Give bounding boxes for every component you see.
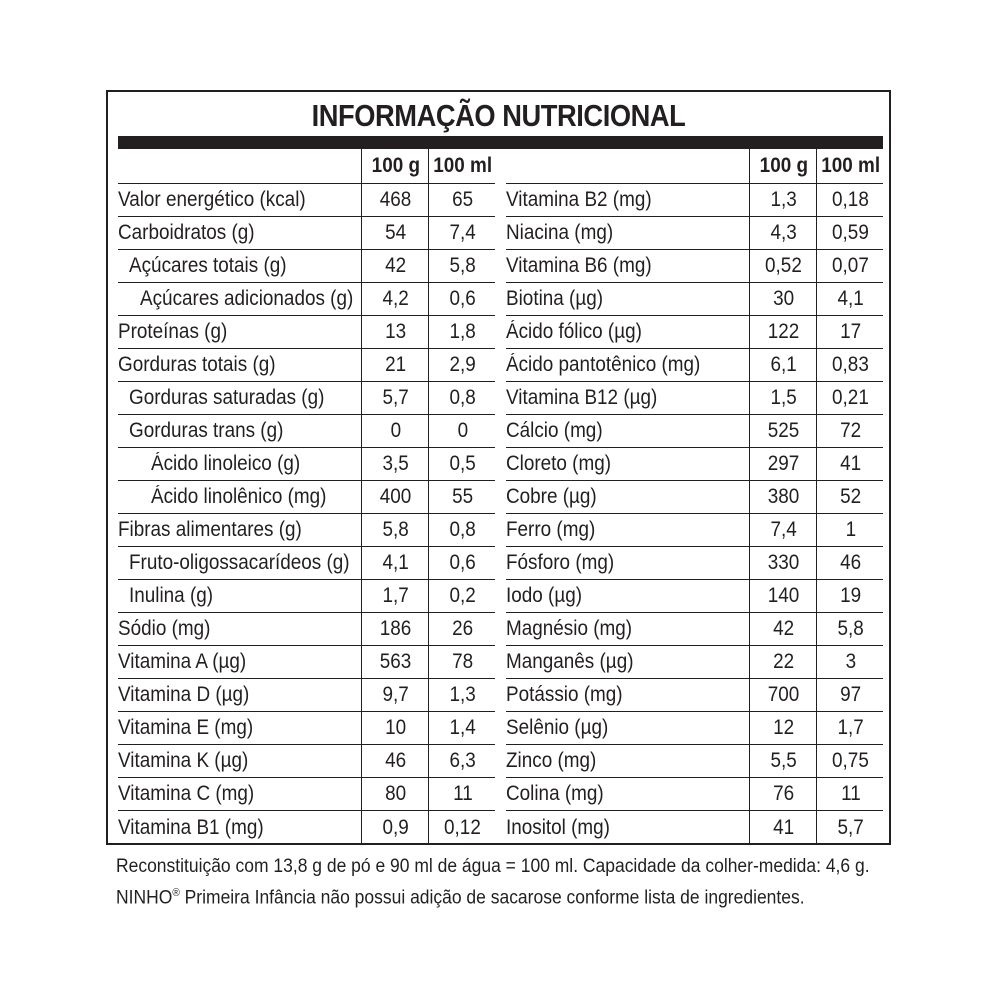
value-per-100g: 6,1 [749, 349, 817, 381]
value-per-100g: 1,7 [361, 580, 429, 612]
nutrient-label: Vitamina C (mg) [118, 782, 255, 805]
value-per-100ml: 1,3 [428, 679, 496, 711]
value-per-100g: 13 [361, 316, 429, 348]
value-per-100ml: 26 [428, 613, 496, 645]
table-row [506, 481, 883, 514]
value-per-100g: 400 [361, 481, 429, 513]
nutrient-label: Vitamina D (µg) [118, 683, 250, 706]
nutrient-label: Vitamina B1 (mg) [118, 815, 264, 839]
table-row [118, 580, 495, 613]
value-per-100g: 7,4 [749, 514, 817, 546]
table-row [506, 217, 883, 250]
value-per-100ml: 11 [816, 778, 884, 810]
value-per-100ml: 11 [428, 778, 496, 810]
table-row [118, 646, 495, 679]
nutrient-label: Fósforo (mg) [506, 551, 615, 574]
header-per-100ml: 100 ml [428, 149, 496, 183]
table-row [118, 316, 495, 349]
value-per-100g: 80 [361, 778, 429, 810]
nutrient-label: Fruto-oligossacarídeos (g) [129, 551, 350, 574]
table-row [118, 217, 495, 250]
value-per-100g: 1,5 [749, 382, 817, 414]
value-per-100g: 21 [361, 349, 429, 381]
value-per-100ml: 0,8 [428, 382, 496, 414]
nutrient-label: Gorduras totais (g) [118, 353, 276, 376]
table-row [118, 349, 495, 382]
table-row [506, 316, 883, 349]
nutrient-label: Ferro (mg) [506, 518, 596, 541]
nutrient-label: Açúcares adicionados (g) [140, 287, 354, 310]
title-divider-bar [118, 136, 883, 149]
table-row [118, 415, 495, 448]
table-header-row [118, 149, 495, 184]
value-per-100ml: 0,21 [816, 382, 884, 414]
value-per-100ml: 0,6 [428, 283, 496, 315]
value-per-100ml: 0,75 [816, 745, 884, 777]
value-per-100ml: 0,6 [428, 547, 496, 579]
value-per-100g: 41 [749, 811, 817, 844]
table-row [118, 481, 495, 514]
value-per-100ml: 5,7 [816, 811, 884, 844]
brand-name: NINHO [116, 887, 173, 909]
registered-mark: ® [172, 887, 180, 899]
value-per-100g: 4,1 [361, 547, 429, 579]
table-row [118, 514, 495, 547]
nutrient-label: Cobre (µg) [506, 485, 597, 508]
table-row [506, 349, 883, 382]
nutrient-label: Vitamina E (mg) [118, 716, 254, 739]
value-per-100g: 1,3 [749, 184, 817, 216]
nutrient-label: Iodo (µg) [506, 584, 583, 607]
table-row [506, 679, 883, 712]
value-per-100ml: 97 [816, 679, 884, 711]
table-row [506, 580, 883, 613]
nutrient-label: Selênio (µg) [506, 716, 609, 739]
value-per-100g: 10 [361, 712, 429, 744]
table-row [506, 811, 883, 844]
value-per-100g: 0 [361, 415, 429, 447]
value-per-100g: 0,52 [749, 250, 817, 282]
value-per-100ml: 4,1 [816, 283, 884, 315]
value-per-100g: 5,8 [361, 514, 429, 546]
value-per-100ml: 1 [816, 514, 884, 546]
table-row [118, 448, 495, 481]
nutrient-label: Ácido linoleico (g) [151, 452, 301, 475]
value-per-100ml: 0,2 [428, 580, 496, 612]
nutrient-label: Fibras alimentares (g) [118, 518, 302, 541]
value-per-100ml: 0,12 [428, 811, 496, 844]
value-per-100g: 380 [749, 481, 817, 513]
value-per-100ml: 5,8 [816, 613, 884, 645]
value-per-100ml: 6,3 [428, 745, 496, 777]
value-per-100g: 4,3 [749, 217, 817, 249]
nutrient-label: Ácido pantotênico (mg) [506, 353, 701, 376]
value-per-100ml: 17 [816, 316, 884, 348]
nutrient-label: Proteínas (g) [118, 320, 228, 343]
value-per-100g: 22 [749, 646, 817, 678]
table-row [506, 250, 883, 283]
value-per-100ml: 2,9 [428, 349, 496, 381]
value-per-100g: 525 [749, 415, 817, 447]
value-per-100g: 0,9 [361, 811, 429, 844]
nutrient-label: Vitamina K (µg) [118, 749, 249, 772]
table-row [118, 184, 495, 217]
table-row [118, 283, 495, 316]
table-row [506, 613, 883, 646]
table-row [506, 778, 883, 811]
value-per-100ml: 0 [428, 415, 496, 447]
panel-title: INFORMAÇÃO NUTRICIONAL [311, 98, 686, 133]
value-per-100ml: 78 [428, 646, 496, 678]
nutrient-label: Gorduras trans (g) [129, 419, 284, 442]
value-per-100g: 46 [361, 745, 429, 777]
value-per-100ml: 7,4 [428, 217, 496, 249]
table-row [118, 745, 495, 778]
value-per-100ml: 72 [816, 415, 884, 447]
value-per-100g: 9,7 [361, 679, 429, 711]
value-per-100g: 5,5 [749, 745, 817, 777]
table-row [118, 679, 495, 712]
table-row [118, 778, 495, 811]
value-per-100ml: 0,8 [428, 514, 496, 546]
value-per-100g: 330 [749, 547, 817, 579]
value-per-100g: 700 [749, 679, 817, 711]
nutrient-label: Cálcio (mg) [506, 419, 603, 442]
value-per-100g: 54 [361, 217, 429, 249]
nutrient-label: Vitamina B6 (mg) [506, 254, 652, 277]
value-per-100ml: 0,18 [816, 184, 884, 216]
value-per-100g: 4,2 [361, 283, 429, 315]
value-per-100g: 3,5 [361, 448, 429, 480]
nutrient-label: Niacina (mg) [506, 221, 614, 244]
table-row [506, 448, 883, 481]
nutrient-label: Colina (mg) [506, 782, 604, 805]
table-header-row [506, 149, 883, 184]
value-per-100ml: 41 [816, 448, 884, 480]
value-per-100g: 122 [749, 316, 817, 348]
nutrient-label: Inositol (mg) [506, 815, 610, 839]
header-empty-cell [118, 149, 361, 183]
value-per-100g: 140 [749, 580, 817, 612]
value-per-100ml: 65 [428, 184, 496, 216]
nutrient-label: Carboidratos (g) [118, 221, 255, 244]
nutrient-label: Valor energético (kcal) [118, 188, 306, 211]
nutrient-label: Ácido fólico (µg) [506, 320, 642, 343]
header-per-100g: 100 g [361, 149, 429, 183]
table-row [118, 250, 495, 283]
table-row [118, 613, 495, 646]
nutrient-label: Potássio (mg) [506, 683, 623, 706]
value-per-100ml: 0,59 [816, 217, 884, 249]
value-per-100ml: 3 [816, 646, 884, 678]
value-per-100g: 76 [749, 778, 817, 810]
value-per-100ml: 0,83 [816, 349, 884, 381]
nutrient-label: Ácido linolênico (mg) [151, 485, 327, 508]
header-per-100ml: 100 ml [816, 149, 884, 183]
value-per-100g: 42 [361, 250, 429, 282]
value-per-100ml: 1,4 [428, 712, 496, 744]
sucrose-note: NINHO® Primeira Infância não possui adição de sacarose conforme lista de ingredientes. [116, 887, 805, 909]
nutrient-label: Manganês (µg) [506, 650, 634, 673]
table-row [506, 712, 883, 745]
nutrient-label: Biotina (µg) [506, 287, 604, 310]
table-row [118, 811, 495, 844]
value-per-100ml: 1,8 [428, 316, 496, 348]
table-row [506, 184, 883, 217]
nutrient-label: Gorduras saturadas (g) [129, 386, 325, 409]
table-row [118, 382, 495, 415]
value-per-100ml: 46 [816, 547, 884, 579]
reconstitution-note: Reconstituição com 13,8 g de pó e 90 ml de água = 100 ml. Capacidade da colher-medida: 4,6 g. [116, 856, 870, 877]
header-per-100g: 100 g [749, 149, 817, 183]
value-per-100g: 468 [361, 184, 429, 216]
table-row [506, 382, 883, 415]
value-per-100g: 30 [749, 283, 817, 315]
value-per-100g: 12 [749, 712, 817, 744]
value-per-100ml: 0,5 [428, 448, 496, 480]
nutrient-label: Vitamina B2 (mg) [506, 188, 652, 211]
table-row [506, 547, 883, 580]
value-per-100ml: 55 [428, 481, 496, 513]
table-row [118, 712, 495, 745]
value-per-100ml: 5,8 [428, 250, 496, 282]
header-empty-cell [506, 149, 749, 183]
value-per-100ml: 1,7 [816, 712, 884, 744]
table-row [506, 646, 883, 679]
value-per-100ml: 19 [816, 580, 884, 612]
table-row [506, 745, 883, 778]
nutrient-label: Zinco (mg) [506, 749, 597, 772]
value-per-100ml: 0,07 [816, 250, 884, 282]
value-per-100g: 297 [749, 448, 817, 480]
nutrient-label: Vitamina A (µg) [118, 650, 247, 673]
footnotes [116, 853, 935, 911]
nutrition-table-left [118, 149, 495, 844]
nutrient-label: Açúcares totais (g) [129, 254, 287, 277]
table-row [506, 415, 883, 448]
nutrition-table-right [506, 149, 883, 844]
table-row [506, 514, 883, 547]
value-per-100g: 5,7 [361, 382, 429, 414]
value-per-100g: 563 [361, 646, 429, 678]
value-per-100g: 186 [361, 613, 429, 645]
table-row [506, 283, 883, 316]
value-per-100ml: 52 [816, 481, 884, 513]
nutrient-label: Magnésio (mg) [506, 617, 633, 640]
value-per-100g: 42 [749, 613, 817, 645]
nutrient-label: Cloreto (mg) [506, 452, 612, 475]
nutrient-label: Vitamina B12 (µg) [506, 386, 658, 409]
nutrition-facts-panel [106, 90, 891, 845]
nutrient-label: Sódio (mg) [118, 617, 211, 640]
table-row [118, 547, 495, 580]
nutrient-label: Inulina (g) [129, 584, 214, 607]
